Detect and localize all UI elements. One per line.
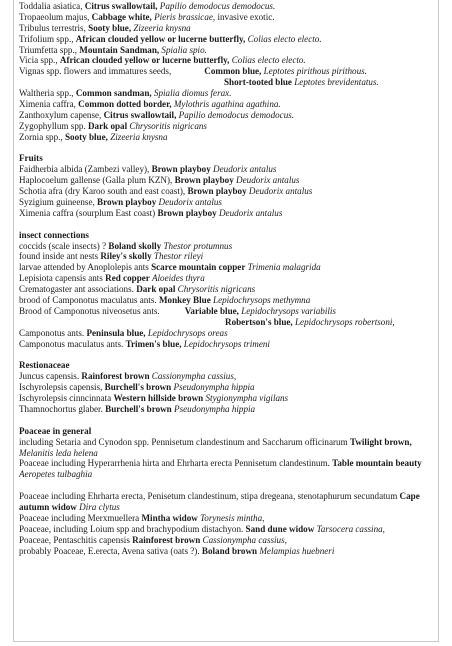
entry-line — [19, 175, 439, 186]
entry-line — [19, 241, 439, 252]
plant-name: Ischyrolepsis capensis, — [19, 382, 105, 393]
common-name: Common blue, — [204, 66, 262, 77]
common-name: Western hillside brown — [113, 393, 204, 404]
common-name: Boland skolly — [108, 240, 162, 251]
entry-line — [19, 1, 439, 12]
scientific-name: Chrysoritis nigricans — [127, 120, 207, 131]
common-name: Rainforest brown — [132, 534, 201, 545]
entry-line — [19, 208, 439, 219]
entry-line — [19, 99, 439, 110]
plant-name: including Setaria and Cynodon spp. Pennisetum clandestinum and Saccharum officinarum — [19, 436, 350, 447]
entry-line — [19, 393, 439, 404]
plant-name: Crematogaster ant associations. — [19, 284, 137, 295]
niveo-line — [19, 306, 439, 317]
plant-name: Brood of Camponotus niveosetus ants. — [19, 305, 160, 316]
plant-name: Faidherbia albida (Zambezi valley), — [19, 164, 152, 175]
common-name: Twilight brown, — [349, 436, 412, 447]
plant-name: Haplocoelum gallense (Galla plum KZN), — [19, 175, 175, 186]
poaceae-heading: Poaceae in general — [19, 425, 92, 436]
common-name: Rainforest brown — [81, 371, 150, 382]
scientific-name: Colias electo electo. — [229, 55, 306, 66]
common-name: Scarce mountain copper — [151, 262, 246, 273]
document-page — [13, 0, 439, 642]
poaceae-entry — [19, 458, 439, 480]
entry-line — [19, 295, 439, 306]
plant-name: Vignas spp. flowers and immatures seeds, — [19, 66, 172, 77]
plant-name: Zygophyllum spp. — [19, 120, 88, 131]
plant-name: Zornia spp., — [19, 131, 65, 142]
scientific-name: Leptotes brevidentatus. — [291, 77, 379, 88]
intro-list — [19, 1, 439, 66]
common-name: Dark opal — [87, 120, 128, 131]
scientific-name: Spialia spio. — [159, 44, 207, 55]
common-name: Trimen's blue, — [125, 338, 182, 349]
plant-name: Ximenia caffra (sourplum East coast) — [19, 207, 158, 218]
common-name: Dark opal — [136, 284, 176, 295]
common-name: Brown playboy — [187, 186, 247, 197]
scientific-name: Deudorix antalus — [233, 175, 300, 186]
note-text: invasive exotic. — [215, 11, 275, 22]
common-name: Sooty blue, — [88, 22, 132, 33]
scientific-name: Lepidochrysops robertsoni, — [292, 316, 395, 327]
restio-heading: Restionaceae — [19, 360, 70, 371]
plant-name: brood of Camponotus maculatus ants. — [19, 295, 159, 306]
entry-line — [19, 186, 439, 197]
plant-name: Camponotus maculatus ants. — [19, 338, 126, 349]
entry-line — [19, 251, 439, 262]
plant-name: Trifolium spp., — [19, 33, 76, 44]
scientific-name: Trimenia malagrida — [245, 262, 321, 273]
document-body — [19, 1, 439, 557]
scientific-name: Thestor protumnus — [161, 240, 233, 251]
scientific-name: Aloeides thyra — [149, 273, 205, 284]
plant-name: Poaceae including Merxmuellera — [19, 512, 142, 523]
plant-name: Ximenia caffra, — [19, 99, 79, 110]
poaceae-entry — [19, 437, 439, 459]
poaceae-list-2 — [19, 491, 439, 556]
fruits-heading: Fruits — [19, 153, 43, 164]
plant-name: Triumfetta spp., — [19, 44, 80, 55]
scientific-name: Lepidochrysops variabilis — [238, 305, 336, 316]
vignas-line-2 — [19, 77, 439, 88]
common-name: Mountain Sandman, — [79, 44, 160, 55]
scientific-name: Tarsocera cassina, — [314, 523, 385, 534]
plant-name: Tribulus terrestris, — [19, 22, 89, 33]
scientific-name: Lepidochrysops oreas — [145, 327, 228, 338]
entry-line — [19, 339, 439, 350]
common-name: Riley's skolly — [100, 251, 152, 262]
plant-name: Toddalia asiatica, — [19, 1, 85, 11]
scientific-name: Papilio demodocus demodocus. — [176, 109, 295, 120]
entry-line — [19, 284, 439, 295]
plant-name: Lepisiota capensis ants — [19, 273, 106, 284]
common-name: Cabbage white, — [91, 11, 152, 22]
scientific-name: Lepidochrysops trimeni — [181, 338, 270, 349]
entry-line — [19, 328, 439, 339]
entry-line — [19, 132, 439, 143]
scientific-name: Melampias huebneri — [257, 545, 335, 556]
common-name: Robertson's blue, — [225, 316, 293, 327]
scientific-name: Pseudonympha hippia — [171, 403, 256, 414]
common-name: Citrus swallowtail, — [103, 109, 177, 120]
plant-name: Juncus capensis. — [19, 371, 82, 382]
plant-name: probably Poaceae, E.erecta, Avena sativa (oats ?). — [19, 545, 202, 556]
intro-list-2 — [19, 88, 439, 142]
common-name: Red copper — [105, 273, 150, 284]
scientific-name: Pseudonympha hippia — [171, 382, 255, 393]
common-name: Mintha widow — [141, 512, 198, 523]
common-name: Common sandman, — [75, 88, 152, 99]
insect-list-2 — [19, 328, 439, 350]
plant-name: Zanthoxylum capense, — [19, 109, 104, 120]
entry-line — [19, 524, 439, 535]
plant-name: Poaceae, including Loium spp and brachypodium distachyon. — [19, 523, 246, 534]
common-name: Monkey Blue — [158, 295, 211, 306]
common-name: Short-tooted blue — [224, 77, 292, 88]
scientific-name: Stygionympha vigilans — [203, 393, 289, 404]
scientific-name: Deudorix antalus — [216, 207, 283, 218]
scientific-name: Dira clytus — [76, 502, 120, 513]
scientific-name: Leptotes pirithous pirithous. — [261, 66, 367, 77]
common-name: Sand dune widow — [245, 523, 315, 534]
scientific-name: Melanitis leda helena — [19, 447, 98, 458]
entry-line — [19, 23, 439, 34]
restio-list — [19, 371, 439, 415]
insect-heading: insect connections — [19, 229, 89, 240]
plant-name: Schotia afra (dry Karoo south and east coast), — [19, 186, 188, 197]
plant-name: found inside ant nests — [19, 251, 101, 262]
entry-line — [19, 121, 439, 132]
plant-name: Tropaeolum majus, — [19, 11, 92, 22]
entry-line — [19, 382, 439, 393]
scientific-name: Deudorix antalus — [210, 164, 277, 175]
plant-name: Syzigium guineense, — [19, 197, 98, 208]
entry-line — [19, 110, 439, 121]
plant-name: coccids (scale insects) ? — [19, 240, 109, 251]
entry-line — [19, 273, 439, 284]
plant-name: Ischyrolepsis cinncinnata — [19, 393, 114, 404]
entry-line — [19, 491, 439, 513]
common-name: Peninsula blue, — [86, 327, 146, 338]
scientific-name: Zizeeria knysna — [107, 131, 168, 142]
plant-name: Poaceae, Pentaschitis capensis — [19, 534, 133, 545]
scientific-name: Lepidochrysops methymna — [210, 295, 311, 306]
common-name: Cape autumn widow — [19, 491, 420, 513]
common-name: Variable blue, — [184, 305, 239, 316]
common-name: Brown playboy — [97, 197, 157, 208]
entry-line — [19, 513, 439, 524]
entry-line — [19, 12, 439, 23]
scientific-name: Spialia diomus ferax. — [151, 88, 232, 99]
scientific-name: Deudorix antalus — [246, 186, 313, 197]
niveo-line-2 — [19, 317, 439, 328]
common-name: African clouded yellow or lucerne butterfly, — [59, 55, 230, 66]
common-name: Burchell's brown — [104, 382, 172, 393]
entry-line — [19, 164, 439, 175]
plant-name: Vicia spp., — [19, 55, 60, 66]
common-name: Table mountain beauty — [332, 458, 422, 469]
common-name: Boland brown — [201, 545, 258, 556]
entry-line — [19, 34, 439, 45]
scientific-name: Pieris brassicae, — [151, 11, 216, 22]
common-name: African clouded yellow or lucerne butterfly, — [75, 33, 246, 44]
entry-line — [19, 55, 439, 66]
entry-line — [19, 371, 439, 382]
entry-line — [19, 197, 439, 208]
scientific-name: Aeropetes tulbaghia — [19, 469, 93, 480]
common-name: Brown playboy — [151, 164, 211, 175]
entry-line — [19, 88, 439, 99]
scientific-name: Cassionympha cassius, — [200, 534, 287, 545]
common-name: Citrus swallowtail, — [84, 1, 158, 11]
plant-name: Thamnochortus glaber. — [19, 403, 106, 414]
plant-name: Waltheria spp., — [19, 88, 76, 99]
entry-line — [19, 45, 439, 56]
common-name: Sooty blue, — [64, 131, 108, 142]
entry-line — [19, 546, 439, 557]
scientific-name: Mylothris agathina agathina. — [171, 99, 281, 110]
scientific-name: Thestor rileyi — [151, 251, 204, 262]
fruits-list — [19, 164, 439, 218]
scientific-name: Chrysoritis nigricans — [175, 284, 256, 295]
plant-name: larvae attended by Anoplolepis ants — [19, 262, 152, 273]
entry-line — [19, 404, 439, 415]
common-name: Common dotted border, — [78, 99, 172, 110]
plant-name: Camponotus ants. — [19, 327, 87, 338]
insect-list — [19, 241, 439, 306]
plant-name: Poaceae including Hyperarrhenia hirta and Ehrharta erecta Pennisetum clandestinum. — [19, 458, 333, 469]
common-name: Burchell's brown — [105, 403, 172, 414]
vignas-line — [19, 66, 439, 77]
scientific-name: Colias electo electo. — [245, 33, 322, 44]
scientific-name: Cassionympha cassius, — [149, 371, 237, 382]
entry-line — [19, 535, 439, 546]
common-name: Brown playboy — [157, 207, 217, 218]
scientific-name: Torynesis mintha, — [197, 512, 265, 523]
scientific-name: Deudorix antalus — [156, 197, 222, 208]
entry-line — [19, 262, 439, 273]
common-name: Brown playboy — [174, 175, 234, 186]
plant-name: Poaceae including Ehrharta erecta, Penisetum clandestinum, stipa dregeana, stenotaphurum secundatum — [19, 491, 400, 502]
scientific-name: Zizeeria knysna — [131, 22, 191, 33]
scientific-name: Papilio demodocus demodocus. — [157, 1, 276, 11]
